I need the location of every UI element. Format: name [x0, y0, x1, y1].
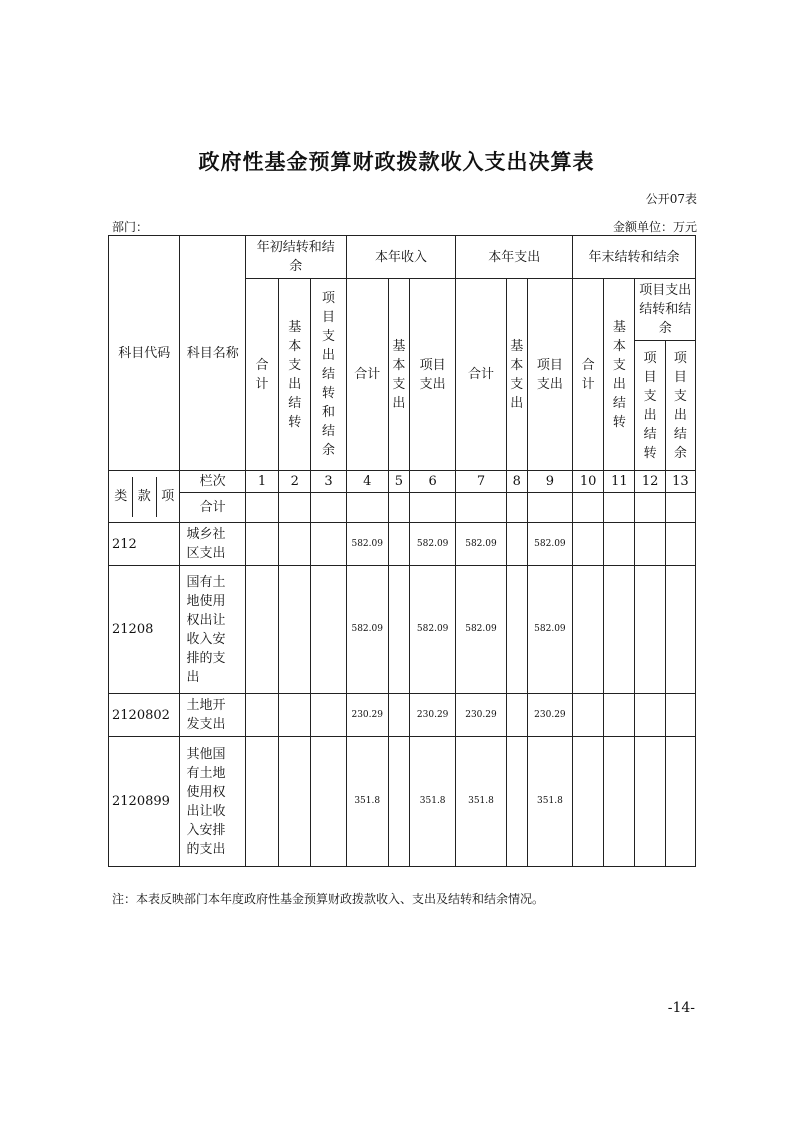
row-code: 21208 [109, 566, 180, 694]
col-number: 11 [604, 471, 635, 493]
table-cell [573, 694, 604, 737]
header-lei-kuan-xiang [109, 471, 180, 523]
table-cell [388, 493, 409, 523]
table-cell [573, 493, 604, 523]
amount-unit-label: 金额单位：万元 [612, 220, 697, 234]
page-number: -14- [667, 1000, 695, 1016]
row-code: 212 [109, 523, 180, 566]
table-note: 注：本表反映部门本年度政府性基金预算财政拨款收入、支出及结转和结余情况。 [112, 892, 545, 906]
table-cell [279, 493, 311, 523]
header-begin-project-carry: 项目支出结转和结余 [311, 279, 346, 471]
col-number: 9 [527, 471, 572, 493]
header-end-project-carry-surplus: 项目支出结转和结余 [635, 279, 696, 341]
expense-total: 582.09 [456, 523, 506, 566]
col-number: 2 [279, 471, 311, 493]
table-cell [604, 694, 635, 737]
income-project: 582.09 [410, 523, 456, 566]
table-cell [311, 694, 346, 737]
income-total: 582.09 [346, 566, 388, 694]
table-cell [604, 737, 635, 867]
table-cell [573, 566, 604, 694]
table-cell [604, 523, 635, 566]
header-end-project-carry: 项目支出结转 [635, 341, 665, 471]
table-cell [410, 493, 456, 523]
income-project: 351.8 [410, 737, 456, 867]
row-name: 城乡社区支出 [180, 523, 245, 566]
expense-total: 230.29 [456, 694, 506, 737]
table-cell [388, 566, 409, 694]
col-number: 12 [635, 471, 665, 493]
col-number: 7 [456, 471, 506, 493]
table-cell [665, 737, 695, 867]
row-code: 2120899 [109, 737, 180, 867]
expense-total: 582.09 [456, 566, 506, 694]
table-cell [346, 493, 388, 523]
table-cell [665, 523, 695, 566]
expense-project: 351.8 [527, 737, 572, 867]
table-cell [604, 493, 635, 523]
table-cell [573, 737, 604, 867]
table-cell [506, 566, 527, 694]
table-cell [279, 694, 311, 737]
table-cell [506, 493, 527, 523]
table-cell [279, 737, 311, 867]
table-cell [245, 694, 278, 737]
header-begin-total: 合计 [245, 279, 278, 471]
col-number: 10 [573, 471, 604, 493]
table-cell [388, 737, 409, 867]
col-number: 8 [506, 471, 527, 493]
header-end-total: 合计 [573, 279, 604, 471]
total-label: 合计 [180, 493, 245, 523]
col-number: 3 [311, 471, 346, 493]
table-cell [245, 493, 278, 523]
header-group-income: 本年收入 [346, 236, 456, 279]
income-total: 351.8 [346, 737, 388, 867]
table-cell [506, 694, 527, 737]
table-cell [635, 493, 665, 523]
table-cell [665, 493, 695, 523]
table-row [109, 566, 696, 694]
table-cell [665, 694, 695, 737]
expense-project: 582.09 [527, 566, 572, 694]
header-group-expense: 本年支出 [456, 236, 573, 279]
header-group-end: 年末结转和结余 [573, 236, 696, 279]
table-cell [506, 523, 527, 566]
table-cell [635, 694, 665, 737]
header-income-basic: 基本支出 [388, 279, 409, 471]
header-end-project-surplus: 项目支出结余 [665, 341, 695, 471]
table-cell [245, 523, 278, 566]
table-cell [635, 566, 665, 694]
table-cell [388, 523, 409, 566]
column-number-row [109, 471, 696, 493]
table-cell [573, 523, 604, 566]
table-cell [388, 694, 409, 737]
table-row [109, 737, 696, 867]
header-xiang: 项 [161, 488, 175, 504]
header-income-project: 项目支出 [410, 279, 456, 471]
table-row [109, 694, 696, 737]
income-project: 230.29 [410, 694, 456, 737]
table-cell [279, 566, 311, 694]
row-name: 国有土地使用权出让收入安排的支出 [180, 566, 245, 694]
header-expense-project: 项目支出 [527, 279, 572, 471]
page-title: 政府性基金预算财政拨款收入支出决算表 [198, 150, 595, 174]
expense-project: 582.09 [527, 523, 572, 566]
table-cell [665, 566, 695, 694]
table-cell [456, 493, 506, 523]
col-label: 栏次 [180, 471, 245, 493]
income-total: 230.29 [346, 694, 388, 737]
income-total: 582.09 [346, 523, 388, 566]
header-row-1 [109, 236, 696, 279]
header-code: 科目代码 [109, 236, 180, 471]
table-cell [604, 566, 635, 694]
header-expense-total: 合计 [456, 279, 506, 471]
header-income-total: 合计 [346, 279, 388, 471]
col-number: 6 [410, 471, 456, 493]
header-name: 科目名称 [180, 236, 245, 471]
header-begin-basic-carry: 基本支出结转 [279, 279, 311, 471]
expense-project: 230.29 [527, 694, 572, 737]
income-project: 582.09 [410, 566, 456, 694]
row-name: 土地开发支出 [180, 694, 245, 737]
row-code: 2120802 [109, 694, 180, 737]
table-cell [635, 523, 665, 566]
table-cell [311, 493, 346, 523]
form-number: 公开07表 [645, 192, 697, 206]
col-number: 5 [388, 471, 409, 493]
header-expense-basic: 基本支出 [506, 279, 527, 471]
col-number: 13 [665, 471, 695, 493]
col-number: 4 [346, 471, 388, 493]
table-row [109, 523, 696, 566]
table-cell [245, 566, 278, 694]
header-end-basic-carry: 基本支出结转 [604, 279, 635, 471]
row-name: 其他国有土地使用权出让收入安排的支出 [180, 737, 245, 867]
header-group-begin: 年初结转和结余 [245, 236, 346, 279]
expense-total: 351.8 [456, 737, 506, 867]
table-cell [527, 493, 572, 523]
total-row [109, 493, 696, 523]
table-cell [311, 523, 346, 566]
table-cell [279, 523, 311, 566]
table-cell [311, 737, 346, 867]
header-kuan: 款 [132, 477, 157, 517]
department-label: 部门： [112, 220, 149, 234]
fund-budget-table [108, 235, 696, 867]
header-lei: 类 [114, 488, 128, 504]
table-cell [311, 566, 346, 694]
table-cell [245, 737, 278, 867]
table-cell [506, 737, 527, 867]
table-cell [635, 737, 665, 867]
col-number: 1 [245, 471, 278, 493]
